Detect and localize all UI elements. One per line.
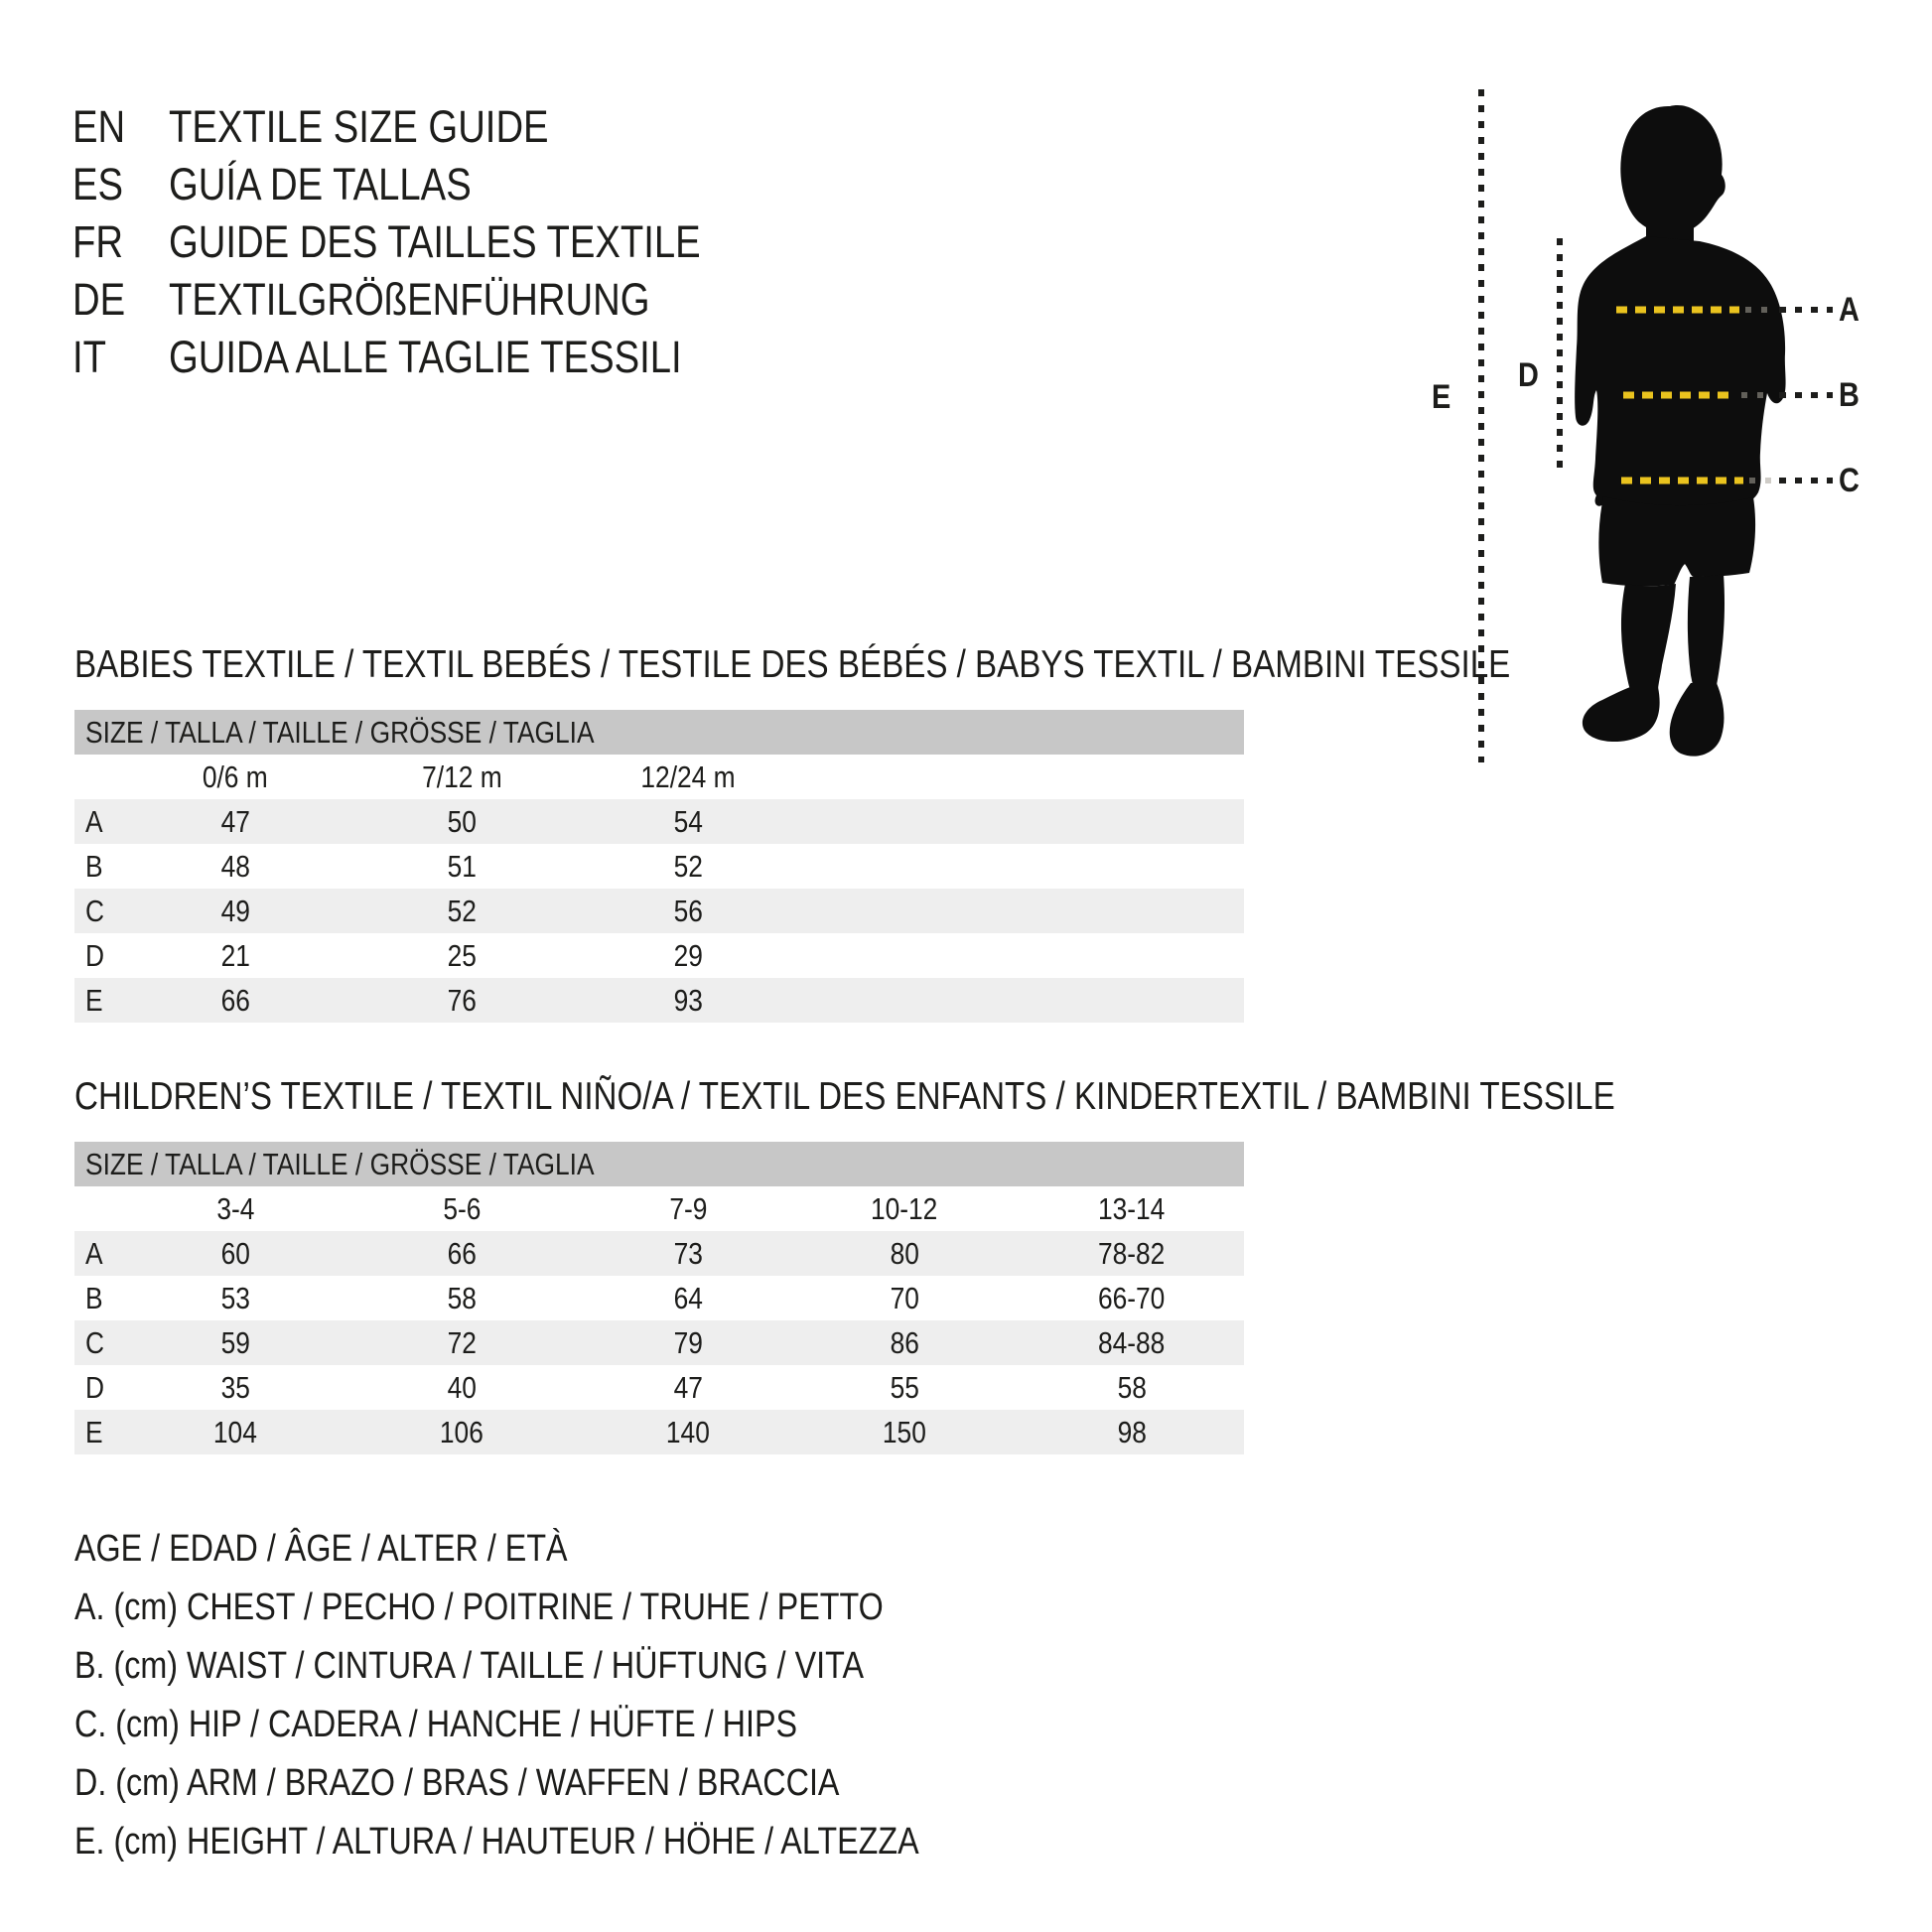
lang-row-fr	[72, 213, 794, 271]
children-size-bar: SIZE / TALLA / TAILLE / GRÖSSE / TAGLIA	[74, 1142, 1244, 1186]
lang-row-en	[72, 98, 794, 156]
legend-arm: D. (cm) ARM / BRAZO / BRAS / WAFFEN / BRACCIA	[74, 1762, 840, 1804]
children-section-title: CHILDREN’S TEXTILE / TEXTIL NIÑO/A / TEXTIL DES ENFANTS / KINDERTEXTIL / BAMBINI TESSILE	[74, 1075, 1615, 1118]
table-row: B 53 58 64 70 66-70	[85, 1280, 1166, 1315]
table-row: C 49 52 56	[74, 889, 1244, 933]
babies-column-headers	[74, 755, 1244, 799]
babies-table	[74, 710, 1244, 1023]
legend-age: AGE / EDAD / ÂGE / ALTER / ETÀ	[74, 1528, 568, 1570]
label-d: D	[1518, 355, 1539, 394]
table-row: E 66 76 93	[74, 978, 1244, 1023]
legend-height: E. (cm) HEIGHT / ALTURA / HAUTEUR / HÖHE / ALTEZZA	[74, 1821, 919, 1863]
children-col-7-9: 7-9	[668, 1190, 708, 1226]
measurement-legend	[74, 1520, 1068, 1871]
babies-section-title: BABIES TEXTILE / TEXTIL BEBÉS / TESTILE DES BÉBÉS / BABYS TEXTIL / BAMBINI TESSILE	[74, 643, 1511, 686]
children-col-3-4: 3-4	[215, 1190, 255, 1226]
children-col-10-12: 10-12	[871, 1190, 938, 1226]
table-row: A 47 50 54	[74, 799, 1244, 844]
lang-code-de: DE	[72, 274, 126, 325]
lang-row-de	[72, 271, 794, 329]
lang-title-en: TEXTILE SIZE GUIDE	[169, 101, 549, 152]
children-column-headers	[74, 1186, 1244, 1231]
lang-code-fr: FR	[72, 216, 123, 267]
table-row: B 48 51 52	[85, 848, 703, 884]
legend-hip: C. (cm) HIP / CADERA / HANCHE / HÜFTE / HIPS	[74, 1704, 798, 1745]
lang-title-de: TEXTILGRÖßENFÜHRUNG	[169, 274, 650, 325]
babies-size-bar: SIZE / TALLA / TAILLE / GRÖSSE / TAGLIA	[74, 710, 1244, 755]
legend-chest: A. (cm) CHEST / PECHO / POITRINE / TRUHE / PETTO	[74, 1587, 884, 1628]
babies-col-7-12m: 7/12 m	[421, 759, 502, 794]
lang-title-it: GUIDA ALLE TAGLIE TESSILI	[169, 332, 682, 382]
legend-waist: B. (cm) WAIST / CINTURA / TAILLE / HÜFTUNG / VITA	[74, 1645, 865, 1687]
label-c: C	[1839, 461, 1860, 499]
children-col-5-6: 5-6	[442, 1190, 482, 1226]
language-header	[72, 98, 794, 386]
lang-code-en: EN	[72, 101, 126, 152]
table-row: C 59 72 79 86 84-88	[74, 1320, 1244, 1365]
table-row: D 21 25 29	[85, 937, 703, 973]
label-a: A	[1839, 290, 1860, 329]
babies-col-12-24m: 12/24 m	[640, 759, 736, 794]
children-table	[74, 1142, 1244, 1454]
lang-row-it	[72, 329, 794, 386]
lang-title-es: GUÍA DE TALLAS	[169, 159, 472, 209]
lang-row-es	[72, 156, 794, 213]
table-row: A 60 66 73 80 78-82	[74, 1231, 1244, 1276]
lang-code-it: IT	[72, 332, 106, 382]
babies-col-0-6m: 0/6 m	[203, 759, 268, 794]
label-e: E	[1432, 377, 1451, 416]
children-col-13-14: 13-14	[1098, 1190, 1166, 1226]
lang-title-fr: GUIDE DES TAILLES TEXTILE	[169, 216, 701, 267]
table-row: D 35 40 47 55 58	[85, 1369, 1147, 1405]
table-row: E 104 106 140 150 98	[74, 1410, 1244, 1454]
label-b: B	[1839, 375, 1860, 414]
lang-code-es: ES	[72, 159, 124, 209]
